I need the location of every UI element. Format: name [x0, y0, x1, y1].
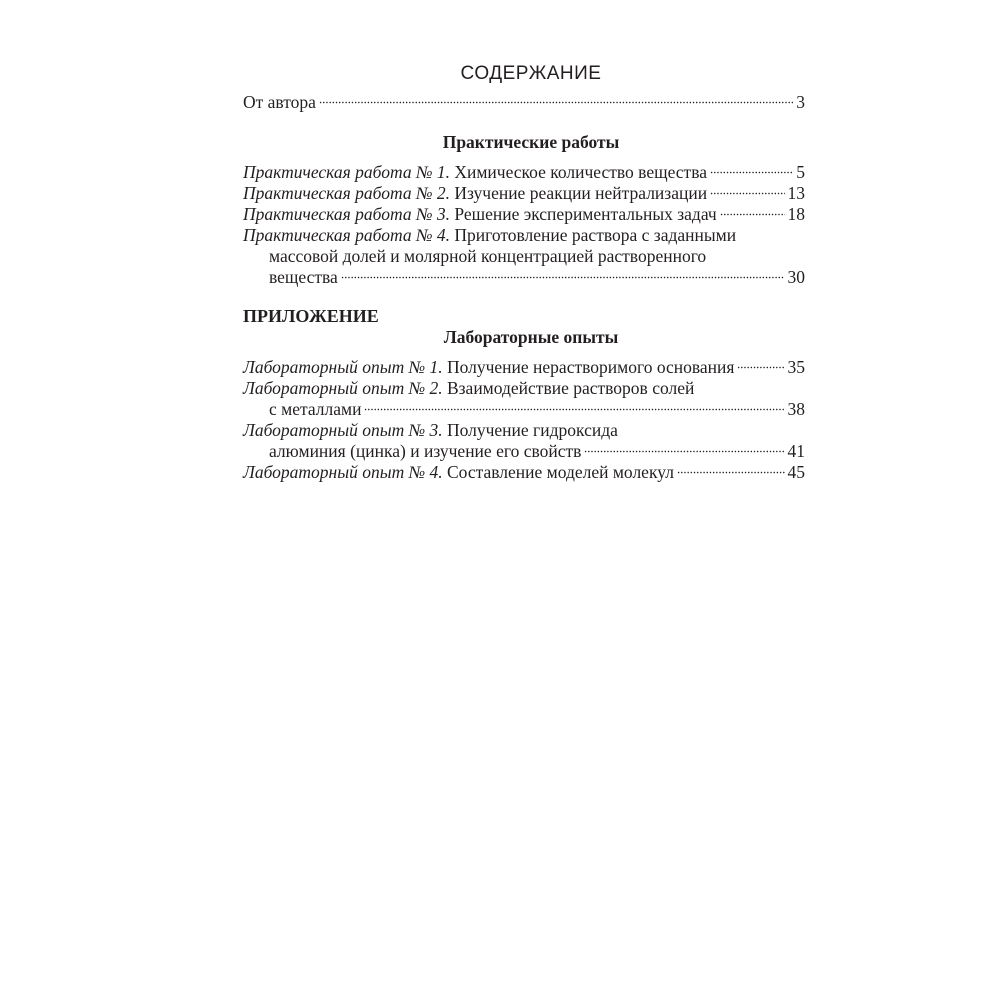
toc-entry-title: Решение экспериментальных задач [449, 204, 717, 224]
toc-entry-number: Практическая работа № 4. [243, 225, 450, 245]
toc-page-number: 30 [787, 267, 805, 287]
dot-leader [737, 366, 784, 369]
toc-entry-title: Изучение реакции нейтрализации [449, 183, 708, 203]
toc-entry-number: Практическая работа № 3. [243, 204, 450, 224]
toc-entry-lab-1[interactable] [243, 357, 805, 378]
dot-leader [710, 192, 784, 195]
toc-page-number: 35 [787, 357, 805, 377]
toc-entry-practical-4[interactable] [243, 225, 805, 288]
section-heading-practical: Практические работы [442, 132, 620, 152]
toc-page-number: 3 [796, 92, 805, 112]
toc-entry-number: Лабораторный опыт № 4. [243, 462, 443, 482]
toc-entry-lab-2[interactable] [243, 378, 805, 420]
toc-page-number: 38 [787, 399, 805, 419]
toc-entry-lab-4[interactable] [243, 462, 805, 483]
toc-entry-title-line-2: с металлами [269, 399, 362, 419]
toc-entry-lab-3[interactable] [243, 420, 805, 462]
toc-entry-author[interactable] [243, 92, 805, 113]
toc-entry-title-line-3: вещества [269, 267, 338, 287]
toc-entry-title: Приготовление раствора с заданными [449, 225, 737, 245]
toc-entry-practical-1[interactable] [243, 162, 805, 183]
section-heading-lab: Лабораторные опыты [443, 327, 619, 347]
toc-entry-title: Химическое количество вещества [449, 162, 708, 182]
toc-entry-number: Практическая работа № 2. [243, 183, 450, 203]
toc-entry-title-line-2: алюминия (цинка) и изучение его свойств [269, 441, 582, 461]
dot-leader [677, 471, 785, 474]
toc-entry-title-line-2: массовой долей и молярной концентрацией растворенного [269, 246, 707, 266]
dot-leader [319, 101, 793, 104]
appendix-heading: ПРИЛОЖЕНИЕ [243, 306, 379, 326]
toc-entry-number: Практическая работа № 1. [243, 162, 450, 182]
toc-page-number: 18 [787, 204, 805, 224]
toc-page-number: 5 [796, 162, 805, 182]
toc-entry-number: Лабораторный опыт № 2. [243, 378, 443, 398]
toc-title: СОДЕРЖАНИЕ [460, 63, 602, 84]
dot-leader [341, 276, 785, 279]
toc-entry-title: Составление моделей молекул [442, 462, 674, 482]
toc-entry-title: Получение гидроксида [442, 420, 618, 440]
toc-page-number: 45 [787, 462, 805, 482]
table-of-contents [243, 62, 805, 483]
toc-entry-title: Взаимодействие растворов солей [442, 378, 695, 398]
toc-entry-number: Лабораторный опыт № 3. [243, 420, 443, 440]
toc-entry-practical-3[interactable] [243, 204, 805, 225]
dot-leader [710, 171, 793, 174]
toc-entry-number: Лабораторный опыт № 1. [243, 357, 443, 377]
dot-leader [364, 408, 784, 411]
toc-page-number: 41 [787, 441, 805, 461]
toc-entry-practical-2[interactable] [243, 183, 805, 204]
dot-leader [584, 450, 784, 453]
toc-entry-label: От автора [243, 92, 316, 112]
dot-leader [720, 213, 785, 216]
toc-entry-title: Получение нерастворимого основания [442, 357, 735, 377]
toc-page-number: 13 [787, 183, 805, 203]
